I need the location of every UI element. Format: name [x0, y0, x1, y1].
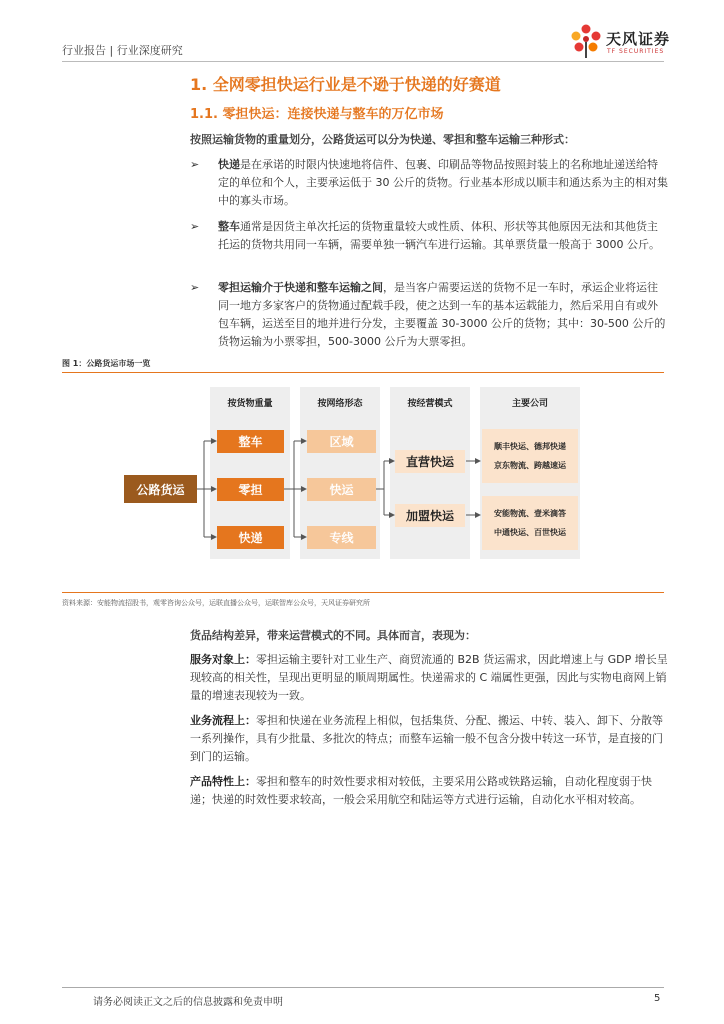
figure-source: 资料来源：安能物流招股书，观零咨询公众号，运联直播公众号，运联智库公众号，天风证券研究所 — [62, 599, 370, 607]
footer-divider — [62, 987, 664, 988]
network-node: 专线 — [307, 526, 376, 549]
footer-disclaimer: 请务必阅读正文之后的信息披露和免责申明 — [93, 997, 283, 1008]
bullet-express — [190, 156, 668, 210]
weight-node: 整车 — [217, 430, 284, 453]
company-line: 京东物流、跨越速运 — [494, 461, 566, 470]
company-logo — [568, 22, 678, 62]
companies-direct — [482, 429, 578, 483]
figure-bottom-rule — [62, 592, 664, 593]
figure-title: 图 1：公路货运市场一览 — [62, 359, 151, 368]
paragraph-process — [190, 712, 668, 766]
arrow-bullet-icon: ➢ — [190, 158, 200, 171]
paragraph-label: 业务流程上： — [190, 714, 256, 727]
company-line: 中通快运、百世快运 — [494, 528, 566, 537]
col-head-mode: 按经营模式 — [407, 399, 453, 409]
paragraph-service — [190, 651, 668, 705]
paragraph-text: 零担和快递在业务流程上相似，包括集货、分配、搬运、中转、装入、卸下、分散等一系列操作，具有少批量、多批次的特点；而整车运输一般不包含分拨中转这一环节，是直接的门到门的运输。 — [190, 714, 663, 763]
bullet-truckload — [190, 218, 668, 254]
network-node: 区域 — [307, 430, 376, 453]
bullet-text: ，是当客户需要运送的货物不足一车时，承运企业将运往同一地方多家客户的货物通过配载手段，使之达到一车的基本运载能力，然后采用自有或外包车辆，运送至目的地并进行分发，主要覆盖 30-3000 公斤的货物；其中：30-500 公斤的货物运输为小票零担，500-3000 公斤为大票零担。 — [218, 281, 666, 348]
figure-top-rule — [62, 372, 664, 373]
bullet-lead: 快递 — [218, 158, 240, 171]
network-node: 快运 — [307, 478, 376, 501]
paragraph-text: 零担和整车的时效性要求相对较低，主要采用公路或铁路运输，自动化程度弱于快递；快递的时效性要求较高，一般会采用航空和陆运等方式进行运输，自动化水平相对较高。 — [190, 775, 652, 806]
bullet-text: 通常是因货主单次托运的货物重量较大或性质、体积、形状等其他原因无法和其他货主托运的货物共用同一车辆，需要单独一辆汽车进行运输。其单票货量一般高于 3000 公斤。 — [218, 220, 660, 251]
intro-paragraph: 按照运输货物的重量划分，公路货运可以分为快递、零担和整车运输三种形式： — [190, 133, 575, 146]
weight-node: 快递 — [217, 526, 284, 549]
logo-name: 天风证券 — [606, 30, 671, 48]
body-lead: 货品结构差异，带来运营模式的不同。具体而言，表现为： — [190, 629, 476, 642]
company-line: 安能物流、壹米滴答 — [494, 509, 566, 518]
paragraph-label: 产品特性上： — [190, 775, 256, 788]
arrow-bullet-icon: ➢ — [190, 220, 200, 233]
paragraph-text: 零担运输主要针对工业生产、商贸流通的 B2B 货运需求，因此增速上与 GDP 增长呈现较高的相关性，呈现出更明显的顺周期属性。快递需求的 C 端属性更强，因此与实物电商网上销量的增速表现较为一致。 — [190, 653, 668, 702]
logo-sub: TF SECURITIES — [607, 48, 665, 55]
bullet-ltl — [190, 279, 668, 351]
weight-node: 零担 — [217, 478, 284, 501]
flower-logo-icon — [568, 22, 604, 60]
companies-franchise — [482, 496, 578, 550]
bullet-text: 是在承诺的时限内快速地将信件、包裹、印刷品等物品按照封装上的名称地址递送给特定的单位和个人，主要承运低于 30 公斤的货物。行业基本形成以顺丰和通达系为主的相对集中的寡头市场。 — [218, 158, 668, 207]
bullet-lead: 零担运输介于快递和整车运输之间 — [218, 281, 383, 294]
arrow-bullet-icon: ➢ — [190, 281, 200, 294]
col-head-network: 按网络形态 — [317, 399, 363, 409]
col-head-companies: 主要公司 — [511, 399, 548, 409]
section-heading: 1. 全网零担快运行业是不逊于快递的好赛道 — [190, 75, 501, 94]
paragraph-label: 服务对象上： — [190, 653, 256, 666]
subsection-heading: 1.1. 零担快运：连接快递与整车的万亿市场 — [190, 107, 444, 122]
bullet-lead: 整车 — [218, 220, 240, 233]
paragraph-product — [190, 773, 668, 809]
page-number: 5 — [654, 993, 661, 1004]
col-head-weight: 按货物重量 — [227, 399, 273, 409]
mode-node: 直营快运 — [395, 450, 465, 473]
mode-node: 加盟快运 — [395, 504, 465, 527]
company-line: 顺丰快运、德邦快递 — [494, 442, 566, 451]
root-node: 公路货运 — [124, 475, 197, 503]
report-type-label: 行业报告 | 行业深度研究 — [62, 44, 183, 57]
market-diagram — [62, 375, 662, 590]
